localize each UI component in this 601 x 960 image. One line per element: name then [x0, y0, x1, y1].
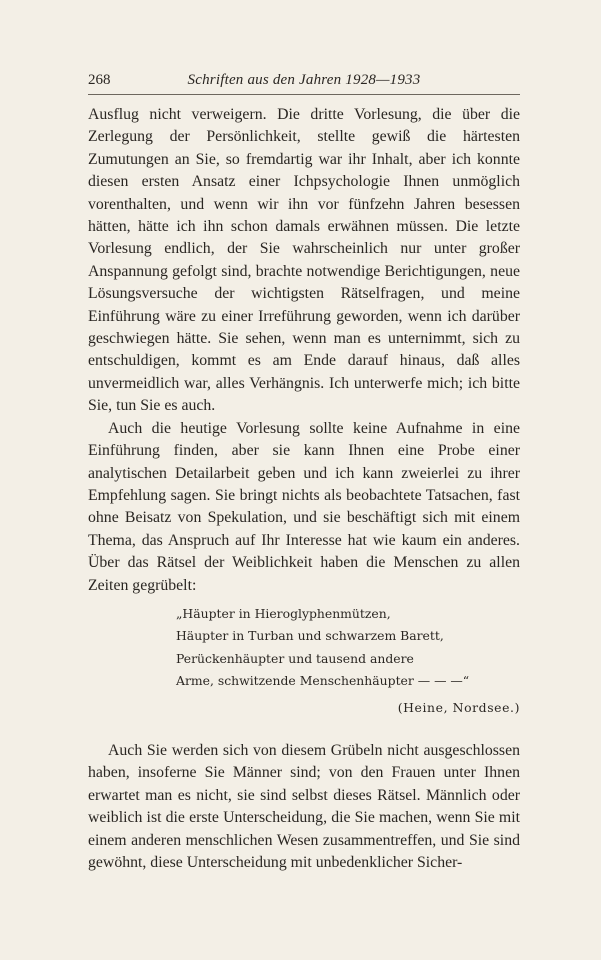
paragraph-1: Ausflug nicht verweigern. Die dritte Vorlesung, die über die Zerlegung der Persönlichkeit, stellte gewiß die härtesten Zumutungen an Sie, so fremdartig war ihr Inhalt, aber ich konnte diesen ersten Ansatz einer Ichpsychologie Ihnen unmöglich vorenthalten, und wenn wir ihn vor fünfzehn Jahren besessen hätten, hätte ich ihn schon damals erwähnen müssen. Die letzte Vorlesung endlich, der Sie wahrscheinlich nur unter großer Anspannung gefolgt sind, brachte notwendige Berichtigungen, neue Lösungsversuche der wichtigsten Rätselfragen, und meine Einführung wäre zu einer Irreführung geworden, wenn ich darüber geschwiegen hätte. Sie sehen, wenn man es unternimmt, sich zu entschuldigen, kommt es am Ende darauf hinaus, daß alles unvermeidlich war, alles Verhängnis. Ich unterwerfe mich; ich bitte Sie, tun Sie es auch. — [88, 106, 520, 415]
verse-quote — [176, 603, 520, 693]
running-title: Schriften aus den Jahren 1928—1933 — [187, 72, 421, 88]
paragraph-3: Auch Sie werden sich von diesem Grübeln nicht ausgeschlossen haben, insoferne Sie Männer sind; von den Frauen unter Ihnen erwartet man es nicht, sie sind selbst dieses Rätsel. Männlich oder weiblich ist die erste Unterscheidung, die Sie machen, wenn Sie mit einem anderen menschlichen Wesen zusammentreffen, und Sie sind gewöhnt, diese Unterscheidung mit unbedenklicher Sicher- — [88, 741, 520, 871]
verse-line: Perückenhäupter und tausend andere — [176, 650, 414, 666]
body-text — [88, 104, 520, 874]
page-number: 268 — [88, 72, 111, 88]
verse-attribution: (Heine, Nordsee.) — [397, 699, 520, 715]
verse-line: Arme, schwitzende Menschenhäupter — — —“ — [176, 673, 470, 689]
verse-line: „Häupter in Hieroglyphenmützen, — [176, 605, 391, 621]
page-header — [88, 72, 520, 95]
paragraph-2: Auch die heutige Vorlesung sollte keine Aufnahme in eine Einführung finden, aber sie kann Ihnen eine Probe einer analytischen Detailarbeit geben und ich kann zweierlei zu ihrer Empfehlung sagen. Sie bringt nichts als beobachtete Tatsachen, fast ohne Beisatz von Spekulation, und sie beschäftigt sich mit einem Thema, das Anspruch auf Ihr Interesse hat wie kaum ein anderes. Über das Rätsel der Weiblichkeit haben die Menschen zu allen Zeiten gegrübelt: — [88, 419, 520, 594]
verse-line: Häupter in Turban und schwarzem Barett, — [176, 628, 444, 644]
